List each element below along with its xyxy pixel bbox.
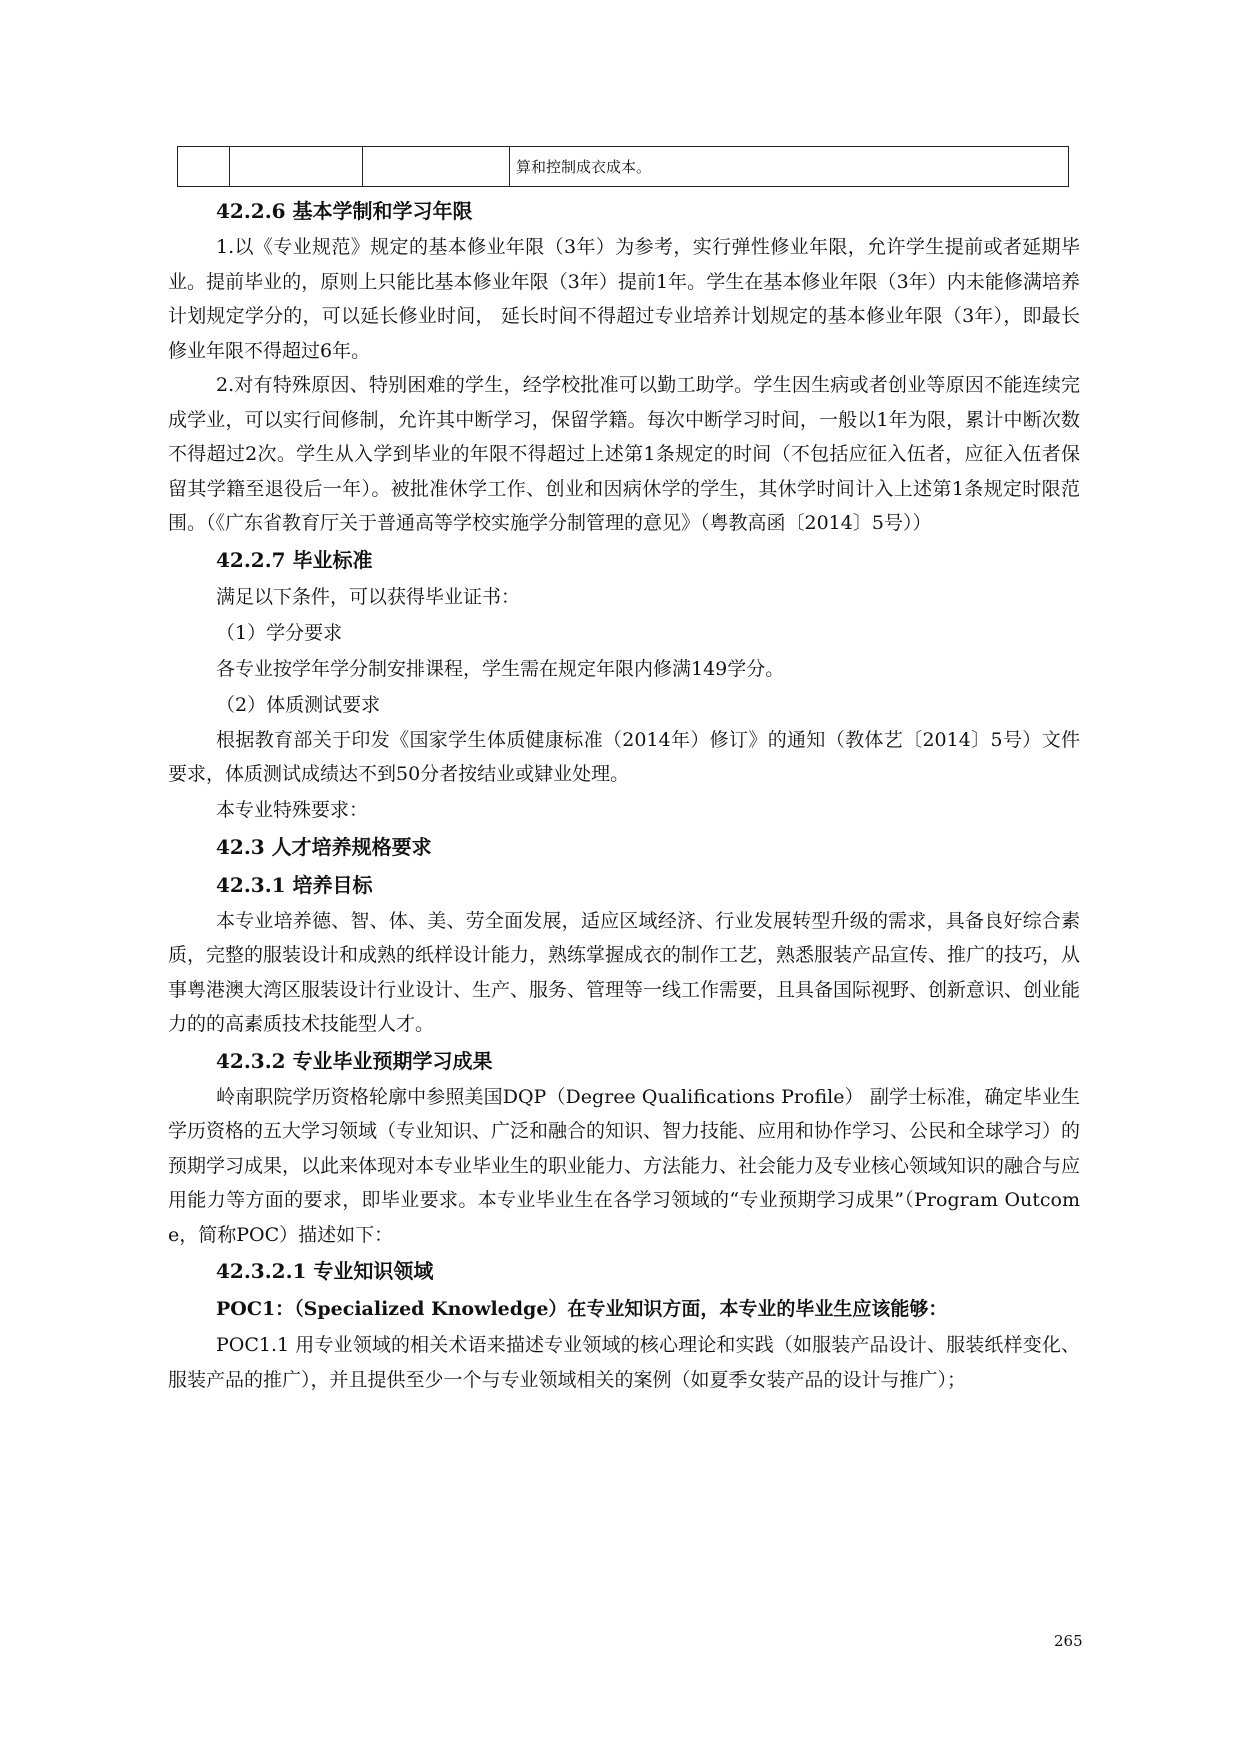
paragraph: POC1.1 用专业领域的相关术语来描述专业领域的核心理论和实践（如服装产品设计、服装纸样变化、服装产品的推广），并且提供至少一个与专业领域相关的案例（如夏季女装产品的设计与推广）； (168, 1334, 1080, 1391)
paragraph: 本专业特殊要求： (216, 798, 369, 821)
table-cell (178, 147, 230, 187)
paragraph: 2.对有特殊原因、特别困难的学生，经学校批准可以勤工助学。学生因生病或者创业等原因不能连续完成学业，可以实行间修制，允许其中断学习，保留学籍。每次中断学习时间，一般以1年为限，累计中断次数不得超过2次。学生从入学到毕业的年限不得超过上述第1条规定的时间（不包括应征入伍者，应征入伍者保留其学籍至退役后一年）。被批准休学工作、创业和因病休学的学生，其休学时间计入上述第1条规定时限范围。（《广东省教育厅关于普通高等学校实施学分制管理的意见》（粤教高函〔2014〕5号）） (168, 374, 1080, 534)
course-table-fragment (177, 146, 1069, 187)
list-item-title: （1）学分要求 (216, 621, 343, 644)
table-cell (230, 147, 363, 187)
table-cell (363, 147, 510, 187)
paragraph: 根据教育部关于印发《国家学生体质健康标准（2014年）修订》的通知（教体艺〔2014〕5号）文件要求，体质测试成绩达不到50分者按结业或肄业处理。 (168, 728, 1080, 785)
heading-42-3: 42.3 人才培养规格要求 (216, 834, 432, 859)
table-cell-text: 算和控制成衣成本。 (510, 147, 1069, 187)
page-number: 265 (1054, 1632, 1083, 1650)
heading-42-3-2: 42.3.2 专业毕业预期学习成果 (216, 1048, 493, 1073)
poc1-heading: POC1：（Specialized Knowledge）在专业知识方面，本专业的毕业生应该能够： (216, 1298, 948, 1320)
table-row (178, 147, 1069, 187)
paragraph: 满足以下条件，可以获得毕业证书： (216, 585, 521, 608)
heading-42-3-1: 42.3.1 培养目标 (216, 872, 373, 897)
paragraph: 各专业按学年学分制安排课程，学生需在规定年限内修满149学分。 (216, 657, 785, 680)
heading-42-2-7: 42.2.7 毕业标准 (216, 547, 373, 572)
paragraph: 岭南职院学历资格轮廓中参照美国DQP（Degree Qualifications Profile） 副学士标准，确定毕业生学历资格的五大学习领域（专业知识、广泛和融合的知识、智力技能、应用和协作学习、公民和全球学习）的预期学习成果，以此来体现对本专业毕业生的职业能力、方法能力、社会能力及专业核心领域知识的融合与应用能力等方面的要求，即毕业要求。本专业毕业生在各学习领域的“专业预期学习成果”（Program Outcome，简称POC）描述如下： (168, 1085, 1081, 1246)
paragraph: 本专业培养德、智、体、美、劳全面发展，适应区域经济、行业发展转型升级的需求，具备良好综合素质，完整的服装设计和成熟的纸样设计能力，熟练掌握成衣的制作工艺，熟悉服装产品宣传、推广的技巧，从事粤港澳大湾区服装设计行业设计、生产、服务、管理等一线工作需要，且具备国际视野、创新意识、创业能力的的高素质技术技能型人才。 (168, 909, 1081, 1035)
heading-42-3-2-1: 42.3.2.1 专业知识领域 (216, 1259, 434, 1283)
document-body (168, 192, 1080, 1397)
heading-42-2-6: 42.2.6 基本学制和学习年限 (216, 199, 473, 223)
paragraph: 1.以《专业规范》规定的基本修业年限（3年）为参考，实行弹性修业年限，允许学生提前或者延期毕业。提前毕业的，原则上只能比基本修业年限（3年）提前1年。学生在基本修业年限（3年）内未能修满培养计划规定学分的，可以延长修业时间， 延长时间不得超过专业培养计划规定的基本修业年限（3年），即最长修业年限不得超过6年。 (168, 236, 1080, 362)
list-item-title: （2）体质测试要求 (216, 693, 381, 716)
